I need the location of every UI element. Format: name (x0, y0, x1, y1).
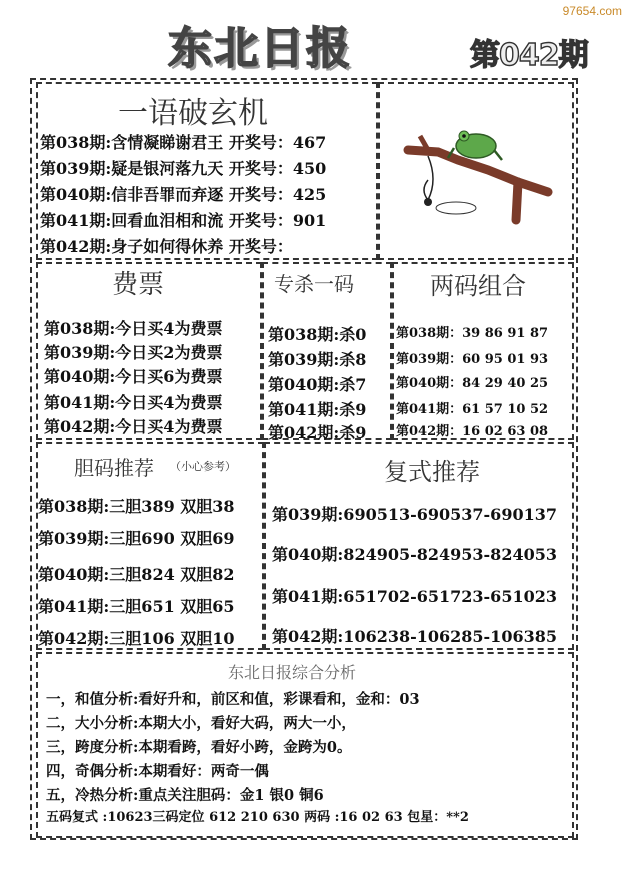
analysis-text: 本期看跨，看好小跨，金跨为0。 (138, 739, 352, 756)
courage-title: 胆码推荐 (74, 456, 154, 480)
kill-title: 专杀一码 (274, 272, 354, 296)
compound-row: 第041期:651702-651723-651023 (272, 587, 557, 606)
courage-row: 第042期:三胆106 双胆10 (38, 629, 235, 648)
issue-number: 第042期 (470, 38, 588, 73)
analysis-label: 五，冷热分析: (46, 787, 139, 804)
kill-row: 第039期:杀8 (268, 350, 367, 369)
pairs-row: 第041期：61 57 10 52 (396, 402, 549, 417)
riddle-row: 第042期:身子如何得休养 开奖号： (40, 237, 293, 256)
riddle-row: 第040期:信非吾罪而弃逐 开奖号：425 (40, 185, 327, 204)
lottery-row: 第039期:今日买2为费票 (44, 343, 223, 362)
lottery-row: 第042期:今日买4为费票 (44, 417, 223, 436)
compound-row: 第040期:824905-824953-824053 (272, 545, 557, 564)
lottery-row: 第040期:今日买6为费票 (44, 367, 223, 386)
analysis-text: 重点关注胆码：金1 银0 铜6 (138, 787, 324, 804)
kill-row: 第041期:杀9 (268, 400, 367, 419)
pairs-row: 第039期：60 95 01 93 (396, 352, 549, 367)
analysis-line (46, 760, 269, 781)
lottery-row: 第038期:今日买4为费票 (44, 319, 223, 338)
analysis-title: 东北日报综合分析 (228, 663, 357, 682)
analysis-text: 看好升和，前区和值，彩课看和，金和：03 (138, 691, 420, 708)
analysis-line (46, 712, 356, 733)
masthead-title: 东北日报 (168, 23, 352, 74)
analysis-footer: 五码复式 :10623三码定位 612 210 630 两码 :16 02 63 包星：**2 (46, 810, 469, 825)
pairs-title: 两码组合 (430, 272, 526, 300)
analysis-label: 二，大小分析: (46, 715, 139, 732)
kill-row: 第038期:杀0 (268, 325, 367, 344)
pairs-row: 第042期：16 02 63 08 (396, 424, 549, 439)
kill-row: 第040期:杀7 (268, 375, 367, 394)
kill-row: 第042期:杀9 (268, 423, 367, 442)
courage-row: 第039期:三胆690 双胆69 (38, 529, 235, 548)
courage-row: 第038期:三胆389 双胆38 (38, 497, 235, 516)
analysis-label: 一，和值分析: (46, 691, 139, 708)
riddle-row: 第039期:疑是银河落九天 开奖号：450 (40, 159, 327, 178)
riddle-title: 一语破玄机 (118, 96, 268, 131)
riddle-row: 第041期:回看血泪相和流 开奖号：901 (40, 211, 327, 230)
lottery-row: 第041期:今日买4为费票 (44, 393, 223, 412)
compound-row: 第039期:690513-690537-690137 (272, 505, 557, 524)
site-watermark: 97654.com (562, 4, 622, 18)
courage-row: 第040期:三胆824 双胆82 (38, 565, 235, 584)
frog-branch-illustration (398, 110, 558, 230)
riddle-row: 第038期:含情凝睇谢君王 开奖号：467 (40, 133, 327, 152)
courage-row: 第041期:三胆651 双胆65 (38, 597, 235, 616)
pairs-row: 第040期：84 29 40 25 (396, 376, 549, 391)
analysis-line (46, 688, 420, 709)
analysis-line (46, 784, 324, 805)
analysis-text: 本期看好：两奇一偶 (138, 763, 269, 780)
analysis-label: 四，奇偶分析: (46, 763, 139, 780)
lottery-title: 费票 (112, 270, 165, 300)
analysis-label: 三，跨度分析: (46, 739, 139, 756)
pairs-row: 第038期：39 86 91 87 (396, 326, 549, 341)
compound-row: 第042期:106238-106285-106385 (272, 627, 557, 646)
compound-title: 复式推荐 (384, 458, 480, 486)
courage-note: （小心参考） (170, 460, 236, 473)
analysis-text: 本期大小，看好大码，两大一小， (138, 715, 356, 732)
analysis-line (46, 736, 351, 757)
